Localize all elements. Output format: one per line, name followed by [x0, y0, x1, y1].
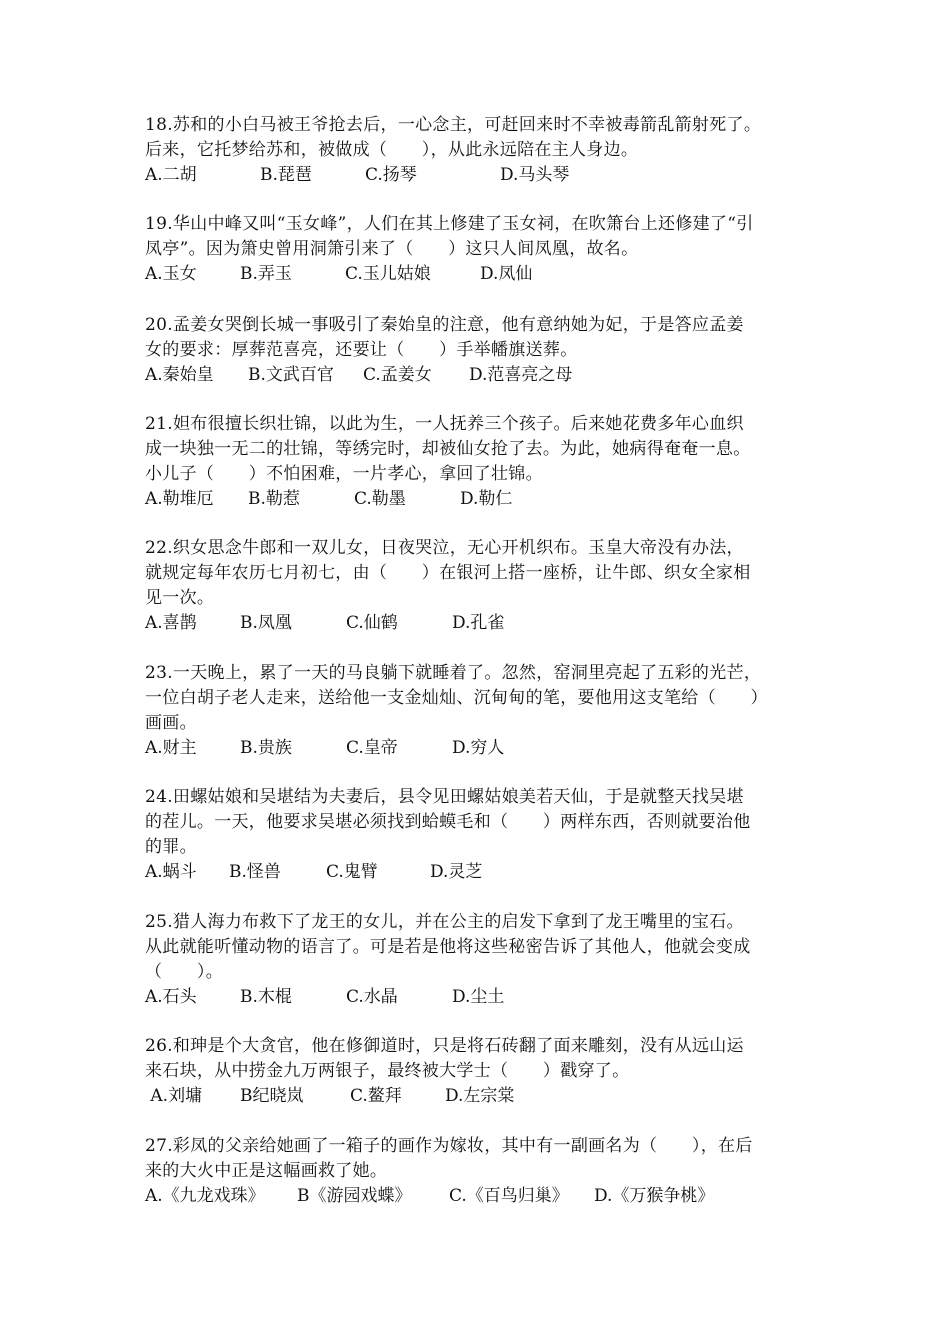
- answer-options: [145, 363, 815, 388]
- option-a: A.二胡: [145, 165, 197, 185]
- question-24: [145, 785, 815, 885]
- option-c: C.仙鹤: [346, 613, 398, 633]
- option-c: C.孟姜女: [363, 365, 432, 385]
- option-b: B《游园戏蝶》: [297, 1186, 412, 1206]
- option-b: B.凤凰: [240, 613, 292, 633]
- question-19: [145, 212, 815, 287]
- answer-options: [145, 1184, 815, 1209]
- option-c: C.勒墨: [354, 489, 406, 509]
- option-a: A.《九龙戏珠》: [145, 1186, 265, 1206]
- question-text-line: 23.一天晚上，累了一天的马良躺下就睡着了。忽然，窑洞里亮起了五彩的光芒，: [145, 663, 762, 683]
- option-d: D.凤仙: [480, 264, 533, 284]
- question-text-line: 来石块，从中捞金九万两银子，最终被大学士（ ）戳穿了。: [145, 1061, 630, 1081]
- option-c: C.《百鸟归巢》: [449, 1186, 569, 1206]
- question-text-line: 18.苏和的小白马被王爷抢去后，一心念主，可赶回来时不幸被毒箭乱箭射死了。: [145, 115, 762, 135]
- question-text-line: 21.妲布很擅长织壮锦，以此为生，一人抚养三个孩子。后来她花费多年心血织: [145, 414, 744, 434]
- question-text-line: 的罪。: [145, 837, 197, 857]
- option-d: D.尘土: [452, 987, 505, 1007]
- option-c: C.鬼臂: [326, 862, 378, 882]
- answer-options: [145, 1084, 815, 1109]
- answer-options: [145, 860, 815, 885]
- question-text-line: 凤亭”。因为箫史曾用洞箫引来了（ ）这只人间凤凰，故名。: [145, 239, 639, 259]
- option-a: A.石头: [145, 987, 197, 1007]
- question-25: [145, 910, 815, 1010]
- question-text-line: 27.彩凤的父亲给她画了一箱子的画作为嫁妆，其中有一副画名为（ ），在后: [145, 1136, 753, 1156]
- option-d: D.灵芝: [430, 862, 483, 882]
- option-c: C.扬琴: [365, 165, 417, 185]
- option-c: C.水晶: [346, 987, 398, 1007]
- question-text-line: 女的要求：厚葬范喜亮，还要让（ ）手举幡旗送葬。: [145, 340, 578, 360]
- question-text-line: 20.孟姜女哭倒长城一事吸引了秦始皇的注意，他有意纳她为妃，于是答应孟姜: [145, 315, 744, 335]
- question-text-line: 成一块独一无二的壮锦，等绣完时，却被仙女抢了去。为此，她病得奄奄一息。: [145, 439, 751, 459]
- answer-options: [145, 736, 815, 761]
- question-20: [145, 313, 815, 388]
- question-text-line: 就规定每年农历七月初七，由（ ）在银河上搭一座桥，让牛郎、织女全家相: [145, 563, 751, 583]
- question-text-line: 见一次。: [145, 588, 215, 608]
- option-b: B.弄玉: [240, 264, 292, 284]
- option-d: D.范喜亮之母: [469, 365, 573, 385]
- question-22: [145, 536, 815, 636]
- question-23: [145, 661, 815, 761]
- option-a: A.秦始皇: [145, 365, 214, 385]
- question-21: [145, 412, 815, 512]
- option-c: C.玉儿姑娘: [345, 264, 431, 284]
- question-text-line: 的茬儿。一天，他要求吴堪必须找到蛤蟆毛和（ ）两样东西，否则就要治他: [145, 812, 751, 832]
- question-text-line: 从此就能听懂动物的语言了。可是若是他将这些秘密告诉了其他人，他就会变成: [145, 937, 751, 957]
- option-a: A.财主: [145, 738, 197, 758]
- option-c: C.皇帝: [346, 738, 398, 758]
- question-18: [145, 113, 815, 188]
- question-text-line: 25.猎人海力布救下了龙王的女儿，并在公主的启发下拿到了龙王嘴里的宝石。: [145, 912, 744, 932]
- option-b: B.怪兽: [229, 862, 281, 882]
- question-text-line: 24.田螺姑娘和吴堪结为夫妻后，县令见田螺姑娘美若天仙，于是就整天找吴堪: [145, 787, 744, 807]
- option-b: B.贵族: [240, 738, 292, 758]
- answer-options: [145, 262, 815, 287]
- answer-options: [145, 487, 815, 512]
- question-text-line: 来的大火中正是这幅画救了她。: [145, 1161, 388, 1181]
- answer-options: [145, 163, 815, 188]
- question-text-line: 一位白胡子老人走来，送给他一支金灿灿、沉甸甸的笔，要他用这支笔给（ ）: [145, 688, 768, 708]
- option-d: D.穷人: [452, 738, 505, 758]
- option-a: A.蜗斗: [145, 862, 197, 882]
- question-text-line: 后来，它托梦给苏和，被做成（ ），从此永远陪在主人身边。: [145, 140, 639, 160]
- option-a: A.喜鹊: [145, 613, 197, 633]
- option-a: A.刘墉: [145, 1086, 203, 1106]
- option-b: B.勒惹: [248, 489, 300, 509]
- option-d: D.左宗棠: [445, 1086, 515, 1106]
- question-text-line: 22.织女思念牛郎和一双儿女，日夜哭泣，无心开机织布。玉皇大帝没有办法，: [145, 538, 744, 558]
- question-text-line: 19.华山中峰又叫“玉女峰”，人们在其上修建了玉女祠，在吹箫台上还修建了“引: [145, 214, 754, 234]
- option-d: D.孔雀: [452, 613, 505, 633]
- option-b: B纪晓岚: [240, 1086, 304, 1106]
- question-text-line: 画画。: [145, 713, 197, 733]
- question-text-line: （ ）。: [145, 962, 223, 982]
- option-b: B.琵琶: [260, 165, 312, 185]
- option-d: D.马头琴: [500, 165, 570, 185]
- answer-options: [145, 611, 815, 636]
- option-d: D.勒仁: [460, 489, 513, 509]
- option-a: A.勒堆厄: [145, 489, 214, 509]
- question-text-line: 26.和珅是个大贪官，他在修御道时，只是将石砖翻了面来雕刻，没有从远山运: [145, 1036, 744, 1056]
- question-27: [145, 1134, 815, 1209]
- option-c: C.鳌拜: [350, 1086, 402, 1106]
- option-b: B.文武百官: [248, 365, 334, 385]
- answer-options: [145, 985, 815, 1010]
- option-a: A.玉女: [145, 264, 197, 284]
- question-text-line: 小儿子（ ）不怕困难，一片孝心，拿回了壮锦。: [145, 464, 543, 484]
- question-26: [145, 1034, 815, 1109]
- option-b: B.木棍: [240, 987, 292, 1007]
- option-d: D.《万猴争桃》: [594, 1186, 715, 1206]
